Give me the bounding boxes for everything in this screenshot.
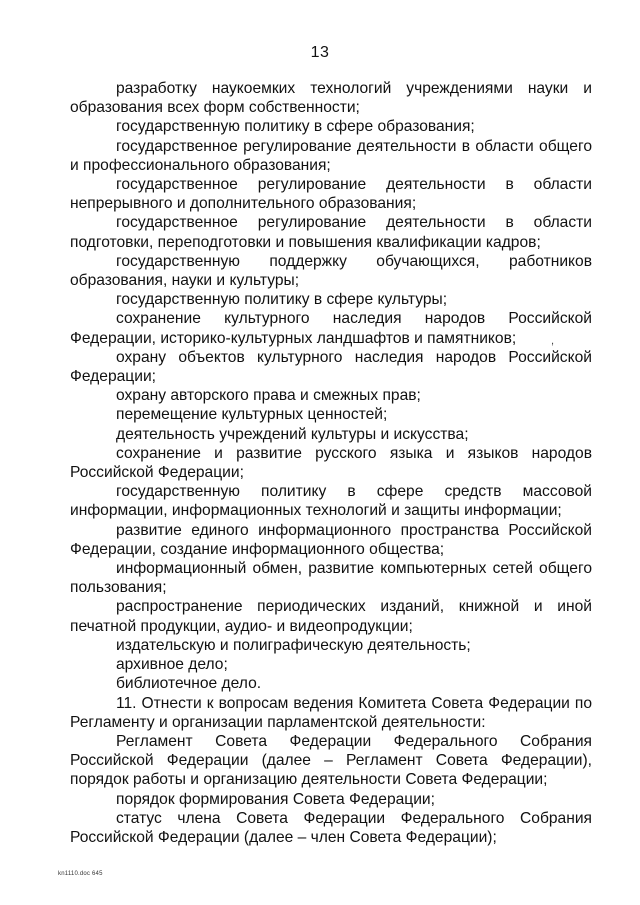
paragraph: государственное регулирование деятельности в области общего и профессионального образования; bbox=[70, 137, 592, 174]
footer-file-code: kn1110.doc 645 bbox=[58, 871, 103, 877]
paragraph: сохранение и развитие русского языка и языков народов Российской Федерации; bbox=[70, 444, 592, 482]
paragraph: 11. Отнести к вопросам ведения Комитета Совета Федерации по Регламенту и организации парламентской деятельности: bbox=[70, 694, 592, 731]
body-text bbox=[70, 79, 592, 847]
paragraph: государственную политику в сфере средств массовой информации, информационных технологий и защиты информации; bbox=[70, 483, 592, 520]
paragraph: архивное дело; bbox=[116, 656, 228, 674]
paragraph: государственное регулирование деятельности в области подготовки, переподготовки и повышения квалификации кадров; bbox=[70, 214, 592, 251]
paragraph: издательскую и полиграфическую деятельность; bbox=[116, 636, 471, 654]
paragraph: разработку наукоемких технологий учреждениями науки и образования всех форм собственности; bbox=[70, 80, 592, 117]
paragraph: деятельность учреждений культуры и искусства; bbox=[116, 425, 469, 443]
paragraph: охрану авторского права и смежных прав; bbox=[116, 387, 421, 405]
paragraph: информационный обмен, развитие компьютерных сетей общего пользования; bbox=[70, 560, 592, 597]
paragraph: перемещение культурных ценностей; bbox=[116, 406, 388, 424]
margin-mark: , bbox=[551, 335, 555, 347]
paragraph: Регламент Совета Федерации Федерального Собрания Российской Федерации (далее – Регламент Совета Федерации), порядок работы и организацию деятельности Совета Федерации; bbox=[70, 732, 592, 789]
page-number: 13 bbox=[310, 44, 330, 61]
paragraph: распространение периодических изданий, книжной и иной печатной продукции, аудио- и видеопродукции; bbox=[70, 598, 592, 635]
paragraph: охрану объектов культурного наследия народов Российской Федерации; bbox=[70, 348, 592, 386]
paragraph: государственную политику в сфере образования; bbox=[116, 118, 475, 136]
paragraph: государственное регулирование деятельности в области непрерывного и дополнительного образования; bbox=[70, 176, 592, 213]
paragraph: библиотечное дело. bbox=[116, 675, 262, 693]
paragraph: развитие единого информационного пространства Российской Федерации, создание информационного общества; bbox=[70, 521, 592, 558]
paragraph: статус члена Совета Федерации Федерального Собрания Российской Федерации (далее – член Совета Федерации); bbox=[70, 809, 592, 846]
paragraph: сохранение культурного наследия народов Российской Федерации, историко-культурных ландшафтов и памятников; bbox=[70, 310, 592, 347]
paragraph: государственную политику в сфере культуры; bbox=[116, 291, 448, 309]
paragraph: государственную поддержку обучающихся, работников образования, науки и культуры; bbox=[70, 252, 592, 290]
paragraph: порядок формирования Совета Федерации; bbox=[116, 790, 435, 808]
